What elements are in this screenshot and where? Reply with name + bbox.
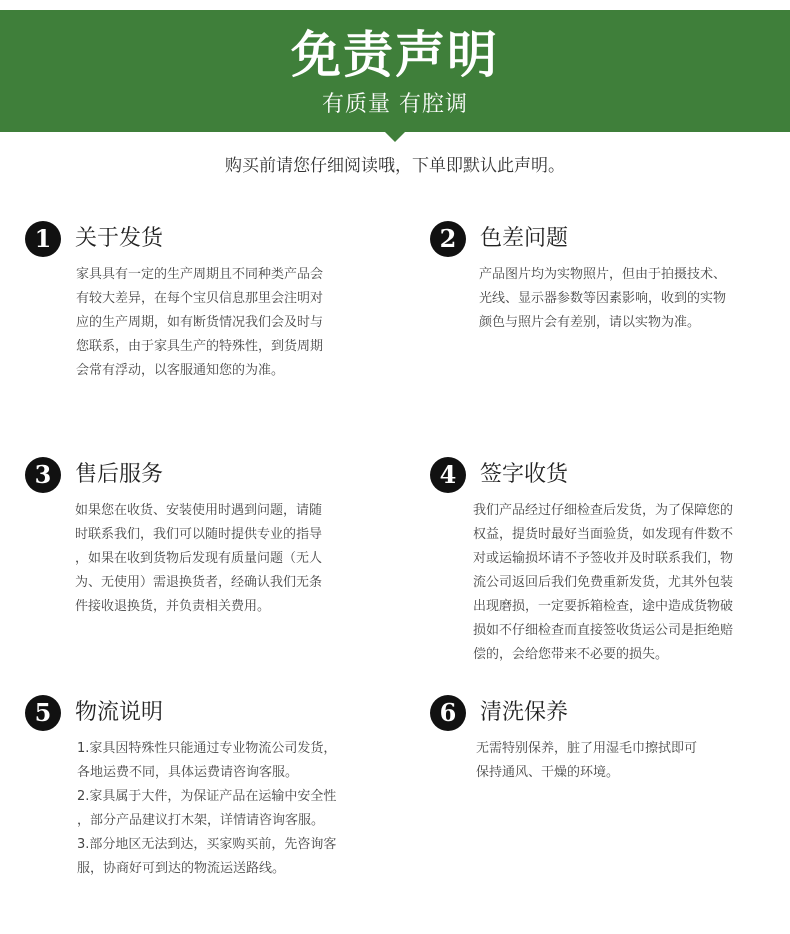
- section-body-line: ，部分产品建议打木架，详情请咨询客服。: [77, 813, 325, 828]
- section-number-badge: 3: [25, 457, 61, 493]
- section-title: 售后服务: [75, 462, 164, 487]
- section-body-line: 2.家具属于大件，为保证产品在运输中安全性: [77, 789, 337, 804]
- header-banner: [0, 10, 790, 132]
- section-body-line: 偿的，会给您带来不必要的损失。: [473, 647, 669, 662]
- section-body-line: 各地运费不同，具体运费请咨询客服。: [77, 765, 299, 780]
- intro-text: 购买前请您仔细阅读哦，下单即默认此声明。: [225, 156, 565, 176]
- section-body-line: ，如果在收到货物后发现有质量问题（无人: [75, 551, 323, 566]
- section-body-line: 对或运输损坏请不予签收并及时联系我们，物: [473, 551, 734, 566]
- section-number-badge: 2: [430, 221, 466, 257]
- section-body-line: 如果您在收货、安装使用时遇到问题，请随: [75, 503, 323, 518]
- section-number-badge: 4: [430, 457, 466, 493]
- section-body-line: 有较大差异，在每个宝贝信息那里会注明对: [76, 291, 324, 306]
- section-body-line: 产品图片均为实物照片，但由于拍摄技术、: [479, 267, 727, 282]
- section-body-line: 家具具有一定的生产周期且不同种类产品会: [76, 267, 324, 282]
- section-body-line: 流公司返回后我们免费重新发货，尤其外包装: [473, 575, 734, 590]
- section-body-line: 会常有浮动，以客服通知您的为准。: [76, 363, 285, 378]
- section-body-line: 我们产品经过仔细检查后发货，为了保障您的: [473, 503, 734, 518]
- section-body: [75, 499, 322, 619]
- section-body-line: 服，协商好可到达的物流运送路线。: [77, 861, 286, 876]
- section-body-line: 您联系，由于家具生产的特殊性，到货周期: [76, 339, 324, 354]
- section-number-badge: 5: [25, 695, 61, 731]
- section-body-line: 保持通风、干燥的环境。: [476, 765, 620, 780]
- section-body-line: 出现磨损，一定要拆箱检查，途中造成货物破: [473, 599, 734, 614]
- section-title: 签字收货: [480, 462, 569, 487]
- section-body: [473, 499, 733, 667]
- section-title: 物流说明: [75, 700, 164, 725]
- section-body-line: 时联系我们，我们可以随时提供专业的指导: [75, 527, 323, 542]
- section-body-line: 件接收退换货，并负责相关费用。: [75, 599, 271, 614]
- section-body-line: 无需特别保养，脏了用湿毛巾擦拭即可: [476, 741, 698, 756]
- section-body-line: 1.家具因特殊性只能通过专业物流公司发货，: [77, 741, 337, 756]
- section-body-line: 权益，提货时最好当面验货，如发现有件数不: [473, 527, 734, 542]
- section-body-line: 为、无使用）需退换货者，经确认我们无条: [75, 575, 323, 590]
- section-title: 清洗保养: [480, 700, 569, 725]
- section-body: [77, 737, 336, 881]
- banner-notch: [385, 132, 405, 142]
- section-body-line: 颜色与照片会有差别，请以实物为准。: [479, 315, 701, 330]
- section-body-line: 应的生产周期，如有断货情况我们会及时与: [76, 315, 324, 330]
- page-subtitle: 有质量 有腔调: [322, 92, 468, 117]
- section-body-line: 光线、显示器参数等因素影响，收到的实物: [479, 291, 727, 306]
- section-body-line: 3.部分地区无法到达，买家购买前，先咨询客: [77, 837, 337, 852]
- section-title: 关于发货: [75, 226, 164, 251]
- section-number-badge: 1: [25, 221, 61, 257]
- section-title: 色差问题: [480, 226, 569, 251]
- section-body: [479, 263, 726, 335]
- section-body: [476, 737, 697, 785]
- section-body-line: 损如不仔细检查而直接签收货运公司是拒绝赔: [473, 623, 734, 638]
- section-number-badge: 6: [430, 695, 466, 731]
- page-title: 免责声明: [291, 26, 499, 84]
- section-body: [76, 263, 323, 383]
